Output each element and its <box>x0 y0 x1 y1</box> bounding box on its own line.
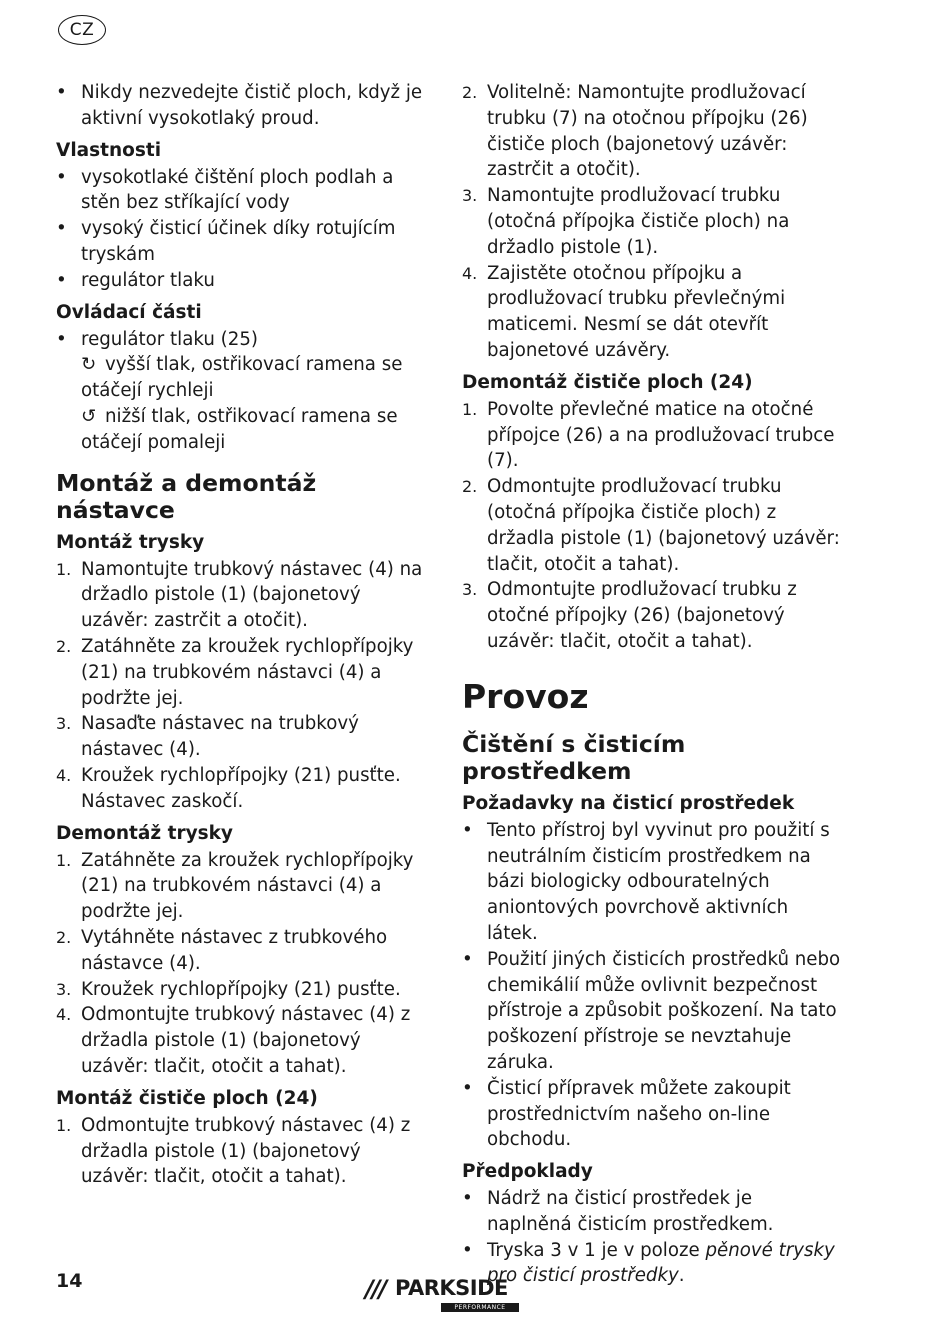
rotate-counterclockwise-icon: ↺ <box>81 405 97 427</box>
list-item: • Tryska 3 v 1 je v poloze pěnové trysky pro čisticí prostředky. <box>462 1239 835 1287</box>
list-item: 2. Zatáhněte za kroužek rychlopřípojky (21) na trubkovém nástavci (4) a podržte jej. <box>56 635 414 709</box>
list-item: • Nádrž na čisticí prostředek je naplněná čisticím prostředkem. <box>462 1188 774 1235</box>
rotate-clockwise-icon: ↻ <box>81 354 97 376</box>
list-item: 2. Odmontujte prodlužovací trubku (otočná přípojka čističe ploch) z držadla pistole (1) (bajonetový uzávěr: tlačit, otočit a tahat). <box>462 476 840 575</box>
list-item: • Čisticí přípravek můžete zakoupit prostřednictvím našeho on-line obchodu. <box>462 1077 791 1151</box>
list-item: 1. Namontujte trubkový nástavec (4) na držadlo pistole (1) (bajonetový uzávěr: zastrčit a otočit). <box>56 558 423 632</box>
list-item: • Tento přístroj byl vyvinut pro použití s neutrálním čisticím prostředkem na bázi biologicky odbouratelných aniontových povrchově aktivních látek. <box>462 819 830 944</box>
logo-slashes: /// <box>365 1275 386 1303</box>
list-item: • regulátor tlaku (25) ↻ vyšší tlak, ostřikovací ramena se otáčejí rychleji ↺ nižší tlak, ostřikovací ramena se otáčejí pomaleji <box>56 328 403 453</box>
section-heading-predpoklady: Předpoklady <box>462 1161 593 1183</box>
section-heading-montaz-trysky: Montáž trysky <box>56 531 205 553</box>
section-heading-demontaz-trysky: Demontáž trysky <box>56 822 233 844</box>
list-item: 1. Odmontujte trubkový nástavec (4) z držadla pistole (1) (bajonetový uzávěr: tlačit, otočit a tahat). <box>56 1114 411 1188</box>
list-item: • Nikdy nezvedejte čistič ploch, když je aktivní vysokotlaký proud. <box>56 82 423 129</box>
list-item: 4. Odmontujte trubkový nástavec (4) z držadla pistole (1) (bajonetový uzávěr: tlačit, otočit a tahat). <box>56 1004 411 1077</box>
list-item: 3. Namontujte prodlužovací trubku (otočná přípojka čističe ploch) na držadlo pistole (1). <box>462 185 790 258</box>
section-heading-demontaz-cistice: Demontáž čističe ploch (24) <box>462 371 753 393</box>
list-item: • Použití jiných čisticích prostředků nebo chemikálií může ovlivnit bezpečnost přístroje a způsobit poškození. Na tato poškození přístroje se nevztahuje záruka. <box>462 948 841 1073</box>
section-heading-ovladaci: Ovládací části <box>56 301 202 323</box>
section-heading-vlastnosti: Vlastnosti <box>56 139 162 161</box>
list-item: 4. Kroužek rychlopřípojky (21) pusťte. Nástavec zaskočí. <box>56 764 401 812</box>
logo-subtitle: PERFORMANCE <box>441 1303 519 1312</box>
list-item: • vysoký čisticí účinek díky rotujícím tryskám <box>56 218 396 265</box>
list-item: 4. Zajistěte otočnou přípojku a prodlužovací trubku převlečnými maticemi. Nesmí se dát otevřít bajonetové uzávěry. <box>462 262 786 361</box>
chapter-title-provoz: Provoz <box>462 676 589 716</box>
logo-brand: PARKSIDE <box>395 1276 508 1300</box>
section-title-cisteni: Čištění s čisticím prostředkem <box>462 729 686 785</box>
list-item: • vysokotlaké čištění ploch podlah a stěn bez stříkající vody <box>56 166 394 214</box>
section-heading-montaz-cistice: Montáž čističe ploch (24) <box>56 1087 318 1109</box>
list-item: 3. Odmontujte prodlužovací trubku z otočné přípojky (26) (bajonetový uzávěr: tlačit, otočit a tahat). <box>462 579 797 652</box>
right-column <box>462 80 842 1289</box>
left-column <box>56 80 428 1190</box>
language-badge: CZ <box>58 15 106 45</box>
list-item: 3. Kroužek rychlopřípojky (21) pusťte. <box>56 978 401 1000</box>
list-item: 1. Zatáhněte za kroužek rychlopřípojky (21) na trubkovém nástavci (4) a podržte jej. <box>56 849 414 923</box>
parkside-logo <box>365 1275 521 1315</box>
list-item: 1. Povolte převlečné matice na otočné přípojce (26) a na prodlužovací trubce (7). <box>462 398 835 472</box>
list-item: 2. Vytáhněte nástavec z trubkového nástavce (4). <box>56 926 388 974</box>
list-item: • regulátor tlaku <box>56 269 215 291</box>
list-item: 2. Volitelně: Namontujte prodlužovací trubku (7) na otočnou přípojku (26) čističe ploch (bajonetový uzávěr: zastrčit a otočit). <box>462 82 808 181</box>
page-number: 14 <box>56 1270 83 1292</box>
section-title-montaz: Montáž a demontáž nástavce <box>56 468 317 524</box>
section-heading-pozadavky: Požadavky na čisticí prostředek <box>462 792 795 814</box>
list-item: 3. Nasaďte nástavec na trubkový nástavec (4). <box>56 713 359 761</box>
